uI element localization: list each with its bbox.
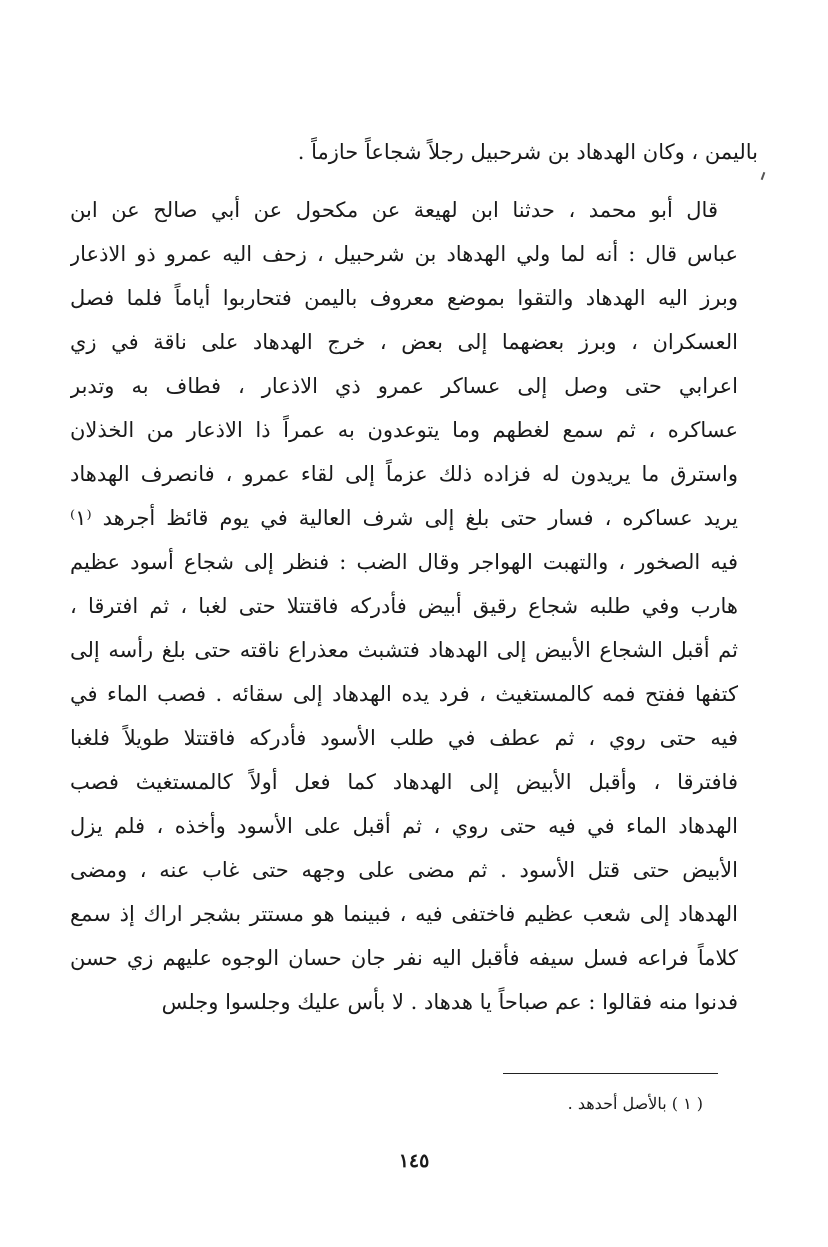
page-number: ١٤٥ [398, 1150, 430, 1172]
body-line: الهدهاد إلى شعب عظيم فاختفى فيه ، فبينما هو مستتر بشجر اراك إذ سمع [70, 902, 738, 926]
body-line: قال أبو محمد ، حدثنا ابن لهيعة عن مكحول عن أبي صالح عن ابن [70, 198, 718, 222]
body-paragraph [70, 188, 738, 1024]
body-line: واسترق ما يريدون له فزاده ذلك عزماً إلى لقاء عمرو ، فانصرف الهدهاد [70, 462, 738, 486]
body-line: الهدهاد الماء في فيه حتى روي ، ثم أقبل على الأسود وأخذه ، فلم يزل [70, 814, 738, 838]
body-line: هارب وفي طلبه شجاع رقيق أبيض فأدركه فاقتتلا حتى لغبا ، ثم افترقا ، [70, 594, 738, 618]
body-line: فيه حتى روي ، ثم عطف في طلب الأسود فأدركه فاقتتلا طويلاً فلغبا [70, 726, 738, 750]
body-line: عباس قال : أنه لما ولي الهدهاد بن شرحبيل ، زحف اليه عمرو ذو الاذعار [70, 242, 738, 266]
body-line: عساكره ، ثم سمع لغطهم وما يتوعدون به عمراً ذا الاذعار من الخذلان [70, 418, 738, 442]
body-line: اعرابي حتى وصل إلى عساكر عمرو ذي الاذعار ، فطاف به وتدبر [70, 374, 738, 398]
scan-speck [761, 172, 766, 180]
body-line: كتفها ففتح فمه كالمستغيث ، فرد يده الهدهاد إلى سقائه . فصب الماء في [70, 682, 738, 706]
body-line: كلاماً فراعه فسل سيفه فأقبل اليه نفر جان حسان الوجوه عليهم زي حسن [70, 946, 738, 970]
body-line: ثم أقبل الشجاع الأبيض إلى الهدهاد فتشبث معذراع ناقته حتى بلغ رأسه إلى [70, 638, 738, 662]
footnote: ( ١ ) بالأصل أحدهد . [567, 1094, 703, 1113]
body-line: فدنوا منه فقالوا : عم صباحاً يا هدهاد . لا بأس عليك وجلسوا وجلس [161, 990, 738, 1014]
body-line: يريد عساكره ، فسار حتى بلغ إلى شرف العالية في يوم قائظ أجرهد ⁽١⁾ [70, 506, 738, 530]
body-line: العسكران ، وبرز بعضهما إلى بعض ، خرج الهدهاد على ناقة في زي [70, 330, 738, 354]
footnote-divider [503, 1073, 718, 1074]
body-line: الأبيض حتى قتل الأسود . ثم مضى على وجهه حتى غاب عنه ، ومضى [70, 858, 738, 882]
body-line: فيه الصخور ، والتهبت الهواجر وقال الضب : فنظر إلى شجاع أسود عظيم [70, 550, 738, 574]
opening-line: باليمن ، وكان الهدهاد بن شرحبيل رجلاً شجاعاً حازماً . [297, 140, 758, 164]
body-line: وبرز اليه الهدهاد والتقوا بموضع معروف باليمن فتحاربوا أياماً فلما فصل [70, 286, 738, 310]
body-line: فافترقا ، وأقبل الأبيض إلى الهدهاد كما فعل أولاً كالمستغيث فصب [70, 770, 738, 794]
